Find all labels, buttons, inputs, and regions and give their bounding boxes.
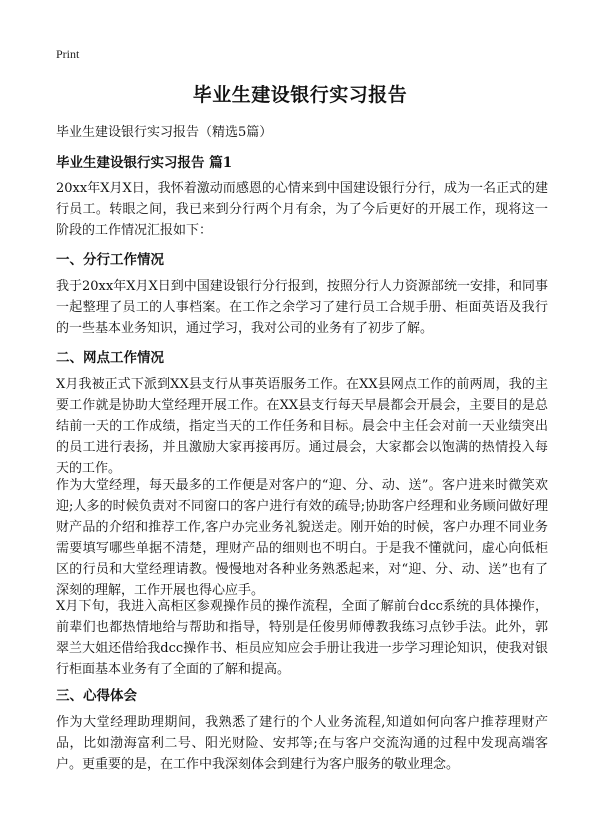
print-link[interactable]: Print	[56, 47, 80, 61]
section-paragraph: X月我被正式下派到XX县支行从事英语服务工作。在XX县网点工作的前两周，我的主要工作就是协助大堂经理开展工作。在XX县支行每天早晨都会开晨会，主要目的是总结前一天的工作成绩，指定当天的工作任务和目标。晨会中主任会对前一天业绩突出的员工进行表扬，并且激励大家再接再厉。通过晨会，大家都会以饱满的热情投入每天的工作。	[56, 377, 548, 476]
article-heading: 毕业生建设银行实习报告 篇1	[56, 155, 233, 171]
page-title: 毕业生建设银行实习报告	[192, 84, 408, 106]
intro-paragraph: 20xx年X月X日，我怀着激动而感恩的心情来到中国建设银行分行，成为一名正式的建行员工。转眼之间，我已来到分行两个月有余，为了今后更好的开展工作，现将这一阶段的工作情况汇报如下：	[56, 181, 548, 238]
document-subtitle: 毕业生建设银行实习报告（精选5篇）	[56, 125, 273, 140]
section-paragraph: X月下旬，我进入高柜区参观操作员的操作流程，全面了解前台dcc系统的具体操作，前辈们也都热情地给与帮助和指导，特别是任俊男师傅教我练习点钞手法。此外，郭翠兰大姐还借给我dcc操作书、柜员应知应会手册让我进一步学习理论知识，使我对银行柜面基本业务有了全面的了解和提高。	[56, 599, 548, 677]
section-paragraph: 作为大堂经理助理期间，我熟悉了建行的个人业务流程,知道如何向客户推荐理财产品，比如渤海富利二号、阳光财险、安邦等;在与客户交流沟通的过程中发现高端客户。更重要的是，在工作中我深刻体会到建行为客户服务的敬业理念。	[56, 715, 548, 772]
section-paragraph: 我于20xx年X月X日到中国建设银行分行报到，按照分行人力资源部统一安排，和同事一起整理了员工的人事档案。在工作之余学习了建行员工合规手册、柜面英语及我行的一些基本业务知识，通过学习，我对公司的业务有了初步了解。	[56, 279, 548, 336]
section-heading-reflections: 三、心得体会	[56, 688, 137, 704]
section-paragraph: 作为大堂经理，每天最多的工作便是对客户的“迎、分、动、送”。客户进来时微笑欢迎;人多的时候负责对不同窗口的客户进行有效的疏导;协助客户经理和业务顾问做好理财产品的介绍和推荐工作,客户办完业务礼貌送走。刚开始的时候，客户办理不同业务需要填写哪些单据不清楚，理财产品的细则也不明白。于是我不懂就问，虚心向低柜区的行员和大堂经理请教。慢慢地对各种业务熟悉起来，对“迎、分、动、送”也有了深刻的理解，工作开展也得心应手。	[56, 478, 548, 598]
section-heading-outlet-work: 二、网点工作情况	[56, 350, 164, 366]
section-heading-branch-work: 一、分行工作情况	[56, 252, 164, 268]
